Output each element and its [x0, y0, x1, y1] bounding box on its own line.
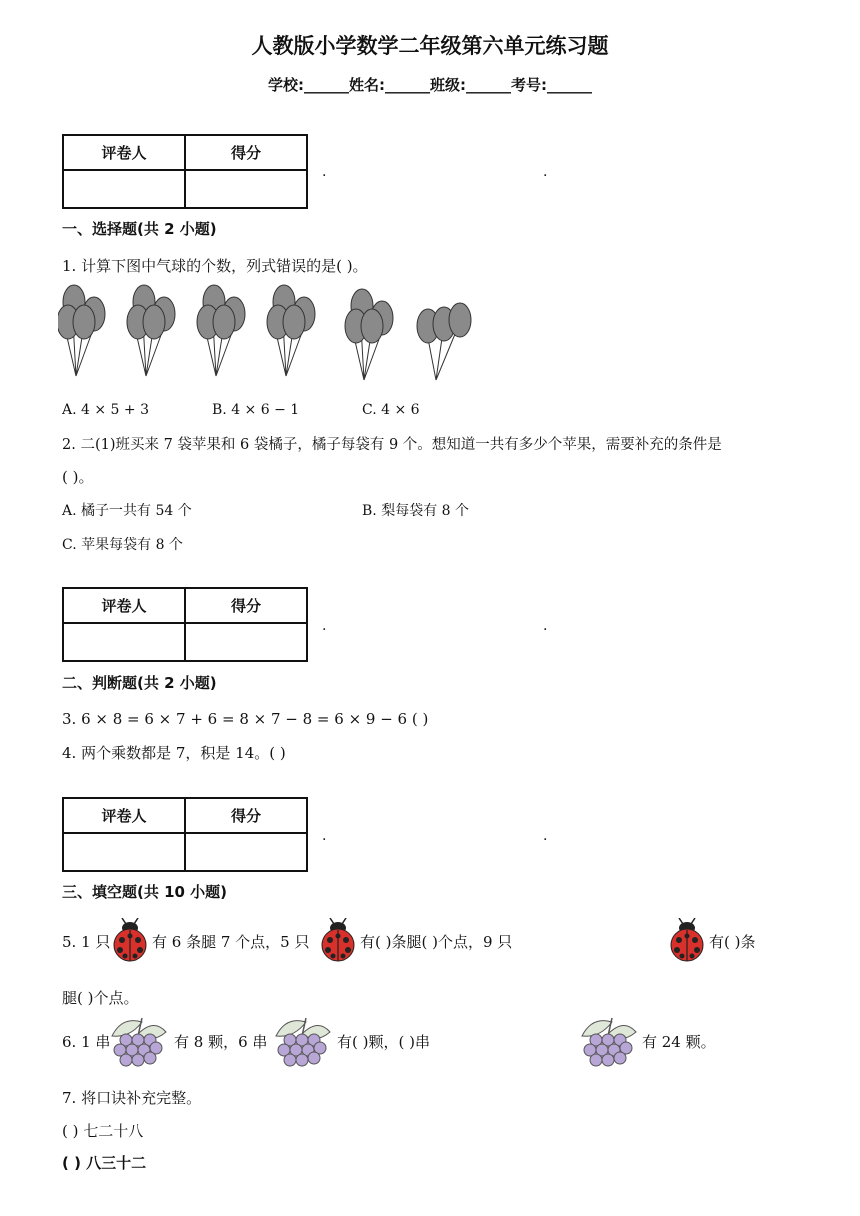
- ladybug-icon: [112, 918, 148, 964]
- score-label: 得分: [185, 798, 307, 833]
- grader-table-1: [62, 134, 308, 209]
- score-label: 得分: [185, 135, 307, 170]
- balloon-bunch-icon: [197, 285, 245, 376]
- grader-label: 评卷人: [63, 135, 185, 170]
- grader-label: 评卷人: [63, 588, 185, 623]
- question-7: 7. 将口诀补充完整。: [62, 1089, 202, 1107]
- question-4: 4. 两个乘数都是 7，积是 14。( ): [62, 744, 286, 762]
- q2-option-a[interactable]: A. 橘子一共有 54 个: [62, 503, 192, 519]
- grape-bunch-icon: [272, 1014, 334, 1070]
- score-cell[interactable]: [185, 833, 307, 871]
- score-cell[interactable]: [185, 623, 307, 661]
- dot: .: [322, 828, 327, 844]
- balloon-bunch-icon: [417, 303, 471, 380]
- dot: .: [322, 618, 327, 634]
- grader-table-2: [62, 587, 308, 662]
- dot: .: [543, 618, 548, 634]
- question-5-part1: 5. 1 只: [62, 933, 111, 951]
- balloon-bunch-icon: [345, 289, 393, 380]
- question-2-blank: ( )。: [62, 468, 94, 486]
- question-7-line1: ( ) 七二十八: [62, 1122, 144, 1140]
- q2-option-b[interactable]: B. 梨每袋有 8 个: [362, 503, 469, 519]
- question-6-part1: 6. 1 串: [62, 1033, 111, 1051]
- q1-option-c[interactable]: C. 4 × 6: [362, 402, 420, 418]
- grader-label: 评卷人: [63, 798, 185, 833]
- question-5-line2: 腿( )个点。: [62, 989, 139, 1007]
- balloon-bunch-icon: [58, 285, 105, 376]
- grape-bunch-icon: [578, 1014, 640, 1070]
- question-6-part2: 有 8 颗，6 串: [174, 1033, 268, 1051]
- q1-option-a[interactable]: A. 4 × 5 + 3: [62, 402, 149, 418]
- question-7-line2: ( ) 八三十二: [62, 1154, 147, 1172]
- page-title: 人教版小学数学二年级第六单元练习题: [251, 34, 609, 58]
- ladybug-icon: [320, 918, 356, 964]
- question-5-part3: 有( )条腿( )个点，9 只: [360, 933, 513, 951]
- section-heading: 三、填空题(共 10 小题): [62, 883, 228, 901]
- dot: .: [543, 828, 548, 844]
- dot: .: [322, 164, 327, 180]
- score-cell[interactable]: [185, 170, 307, 208]
- q1-option-b[interactable]: B. 4 × 6 − 1: [212, 402, 300, 418]
- balloons-figure: [58, 284, 488, 384]
- grader-cell[interactable]: [63, 833, 185, 871]
- question-6-part4: 有 24 颗。: [642, 1033, 716, 1051]
- grader-cell[interactable]: [63, 623, 185, 661]
- balloon-bunch-icon: [127, 285, 175, 376]
- question-1: 1. 计算下图中气球的个数，列式错误的是( )。: [62, 257, 368, 275]
- grape-bunch-icon: [108, 1014, 170, 1070]
- q2-option-c[interactable]: C. 苹果每袋有 8 个: [62, 537, 183, 553]
- question-6-part3: 有( )颗，( )串: [337, 1033, 430, 1051]
- score-label: 得分: [185, 588, 307, 623]
- ladybug-icon: [669, 918, 705, 964]
- section-heading: 二、判断题(共 2 小题): [62, 674, 217, 692]
- section-heading: 一、选择题(共 2 小题): [62, 220, 217, 238]
- dot: .: [543, 164, 548, 180]
- balloon-bunch-icon: [267, 285, 315, 376]
- student-info-line: 学校:______姓名:______班级:______考号:______: [268, 76, 592, 94]
- question-5-part4: 有( )条: [709, 933, 756, 951]
- question-2: 2. 二(1)班买来 7 袋苹果和 6 袋橘子，橘子每袋有 9 个。想知道一共有多少个苹果，需要补充的条件是: [62, 437, 722, 453]
- grader-table-3: [62, 797, 308, 872]
- question-5-part2: 有 6 条腿 7 个点，5 只: [152, 933, 310, 951]
- question-3: 3. 6 × 8 = 6 × 7 + 6 = 8 × 7 − 8 = 6 × 9 − 6 ( ): [62, 710, 429, 728]
- grader-cell[interactable]: [63, 170, 185, 208]
